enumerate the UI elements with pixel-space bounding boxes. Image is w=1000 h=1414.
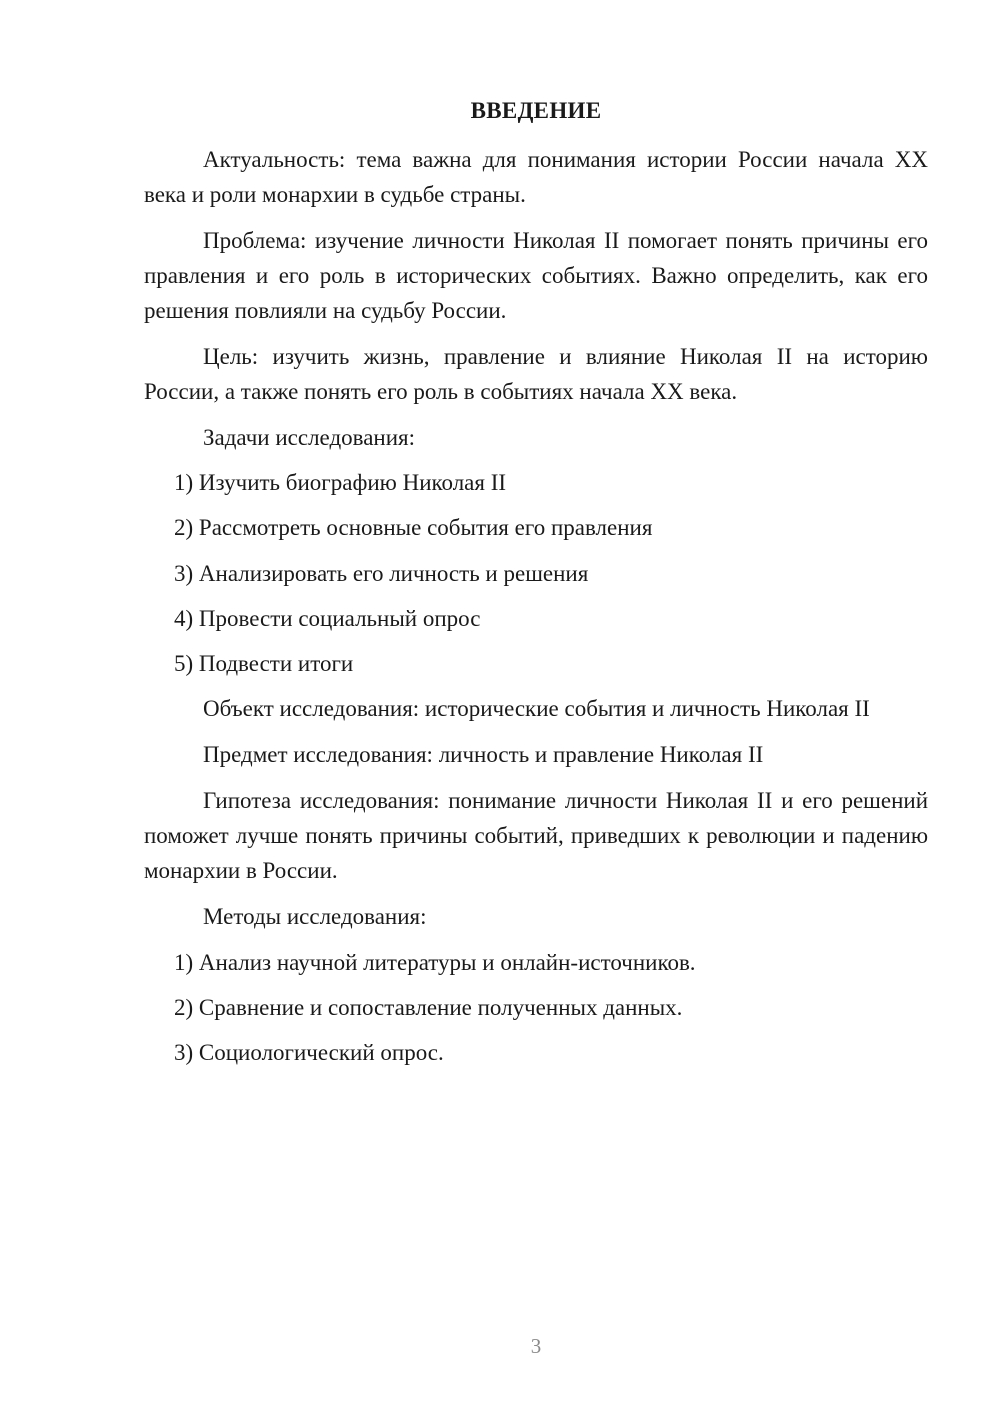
relevance-paragraph: Актуальность: тема важна для понимания истории России начала XX века и роли монархии в судьбе страны. bbox=[144, 147, 928, 207]
methods-heading: Методы исследования: bbox=[203, 904, 427, 929]
task-item-2: 2) Рассмотреть основные события его правления bbox=[174, 515, 653, 540]
method-item-2: 2) Сравнение и сопоставление полученных данных. bbox=[174, 995, 683, 1020]
subject-line: Предмет исследования: личность и правление Николая II bbox=[203, 742, 764, 767]
object-line: Объект исследования: исторические события и личность Николая II bbox=[203, 696, 870, 721]
goal-paragraph: Цель: изучить жизнь, правление и влияние Николая II на историю России, а также понять его роль в событиях начала XX века. bbox=[144, 344, 928, 404]
tasks-heading: Задачи исследования: bbox=[203, 425, 416, 450]
page-number: 3 bbox=[530, 1334, 542, 1358]
method-item-1: 1) Анализ научной литературы и онлайн-источников. bbox=[174, 950, 696, 975]
problem-paragraph: Проблема: изучение личности Николая II помогает понять причины его правления и его роль в исторических событиях. Важно определить, как его решения повлияли на судьбу России. bbox=[144, 228, 928, 323]
task-item-1: 1) Изучить биографию Николая II bbox=[174, 470, 507, 495]
section-heading: ВВЕДЕНИЕ bbox=[470, 98, 602, 123]
task-item-5: 5) Подвести итоги bbox=[174, 651, 354, 676]
hypothesis-paragraph: Гипотеза исследования: понимание личности Николая II и его решений поможет лучше понять причины событий, приведших к революции и падению монархии в России. bbox=[144, 788, 928, 883]
task-item-4: 4) Провести социальный опрос bbox=[174, 606, 481, 631]
method-item-3: 3) Социологический опрос. bbox=[174, 1040, 444, 1065]
task-item-3: 3) Анализировать его личность и решения bbox=[174, 561, 589, 586]
